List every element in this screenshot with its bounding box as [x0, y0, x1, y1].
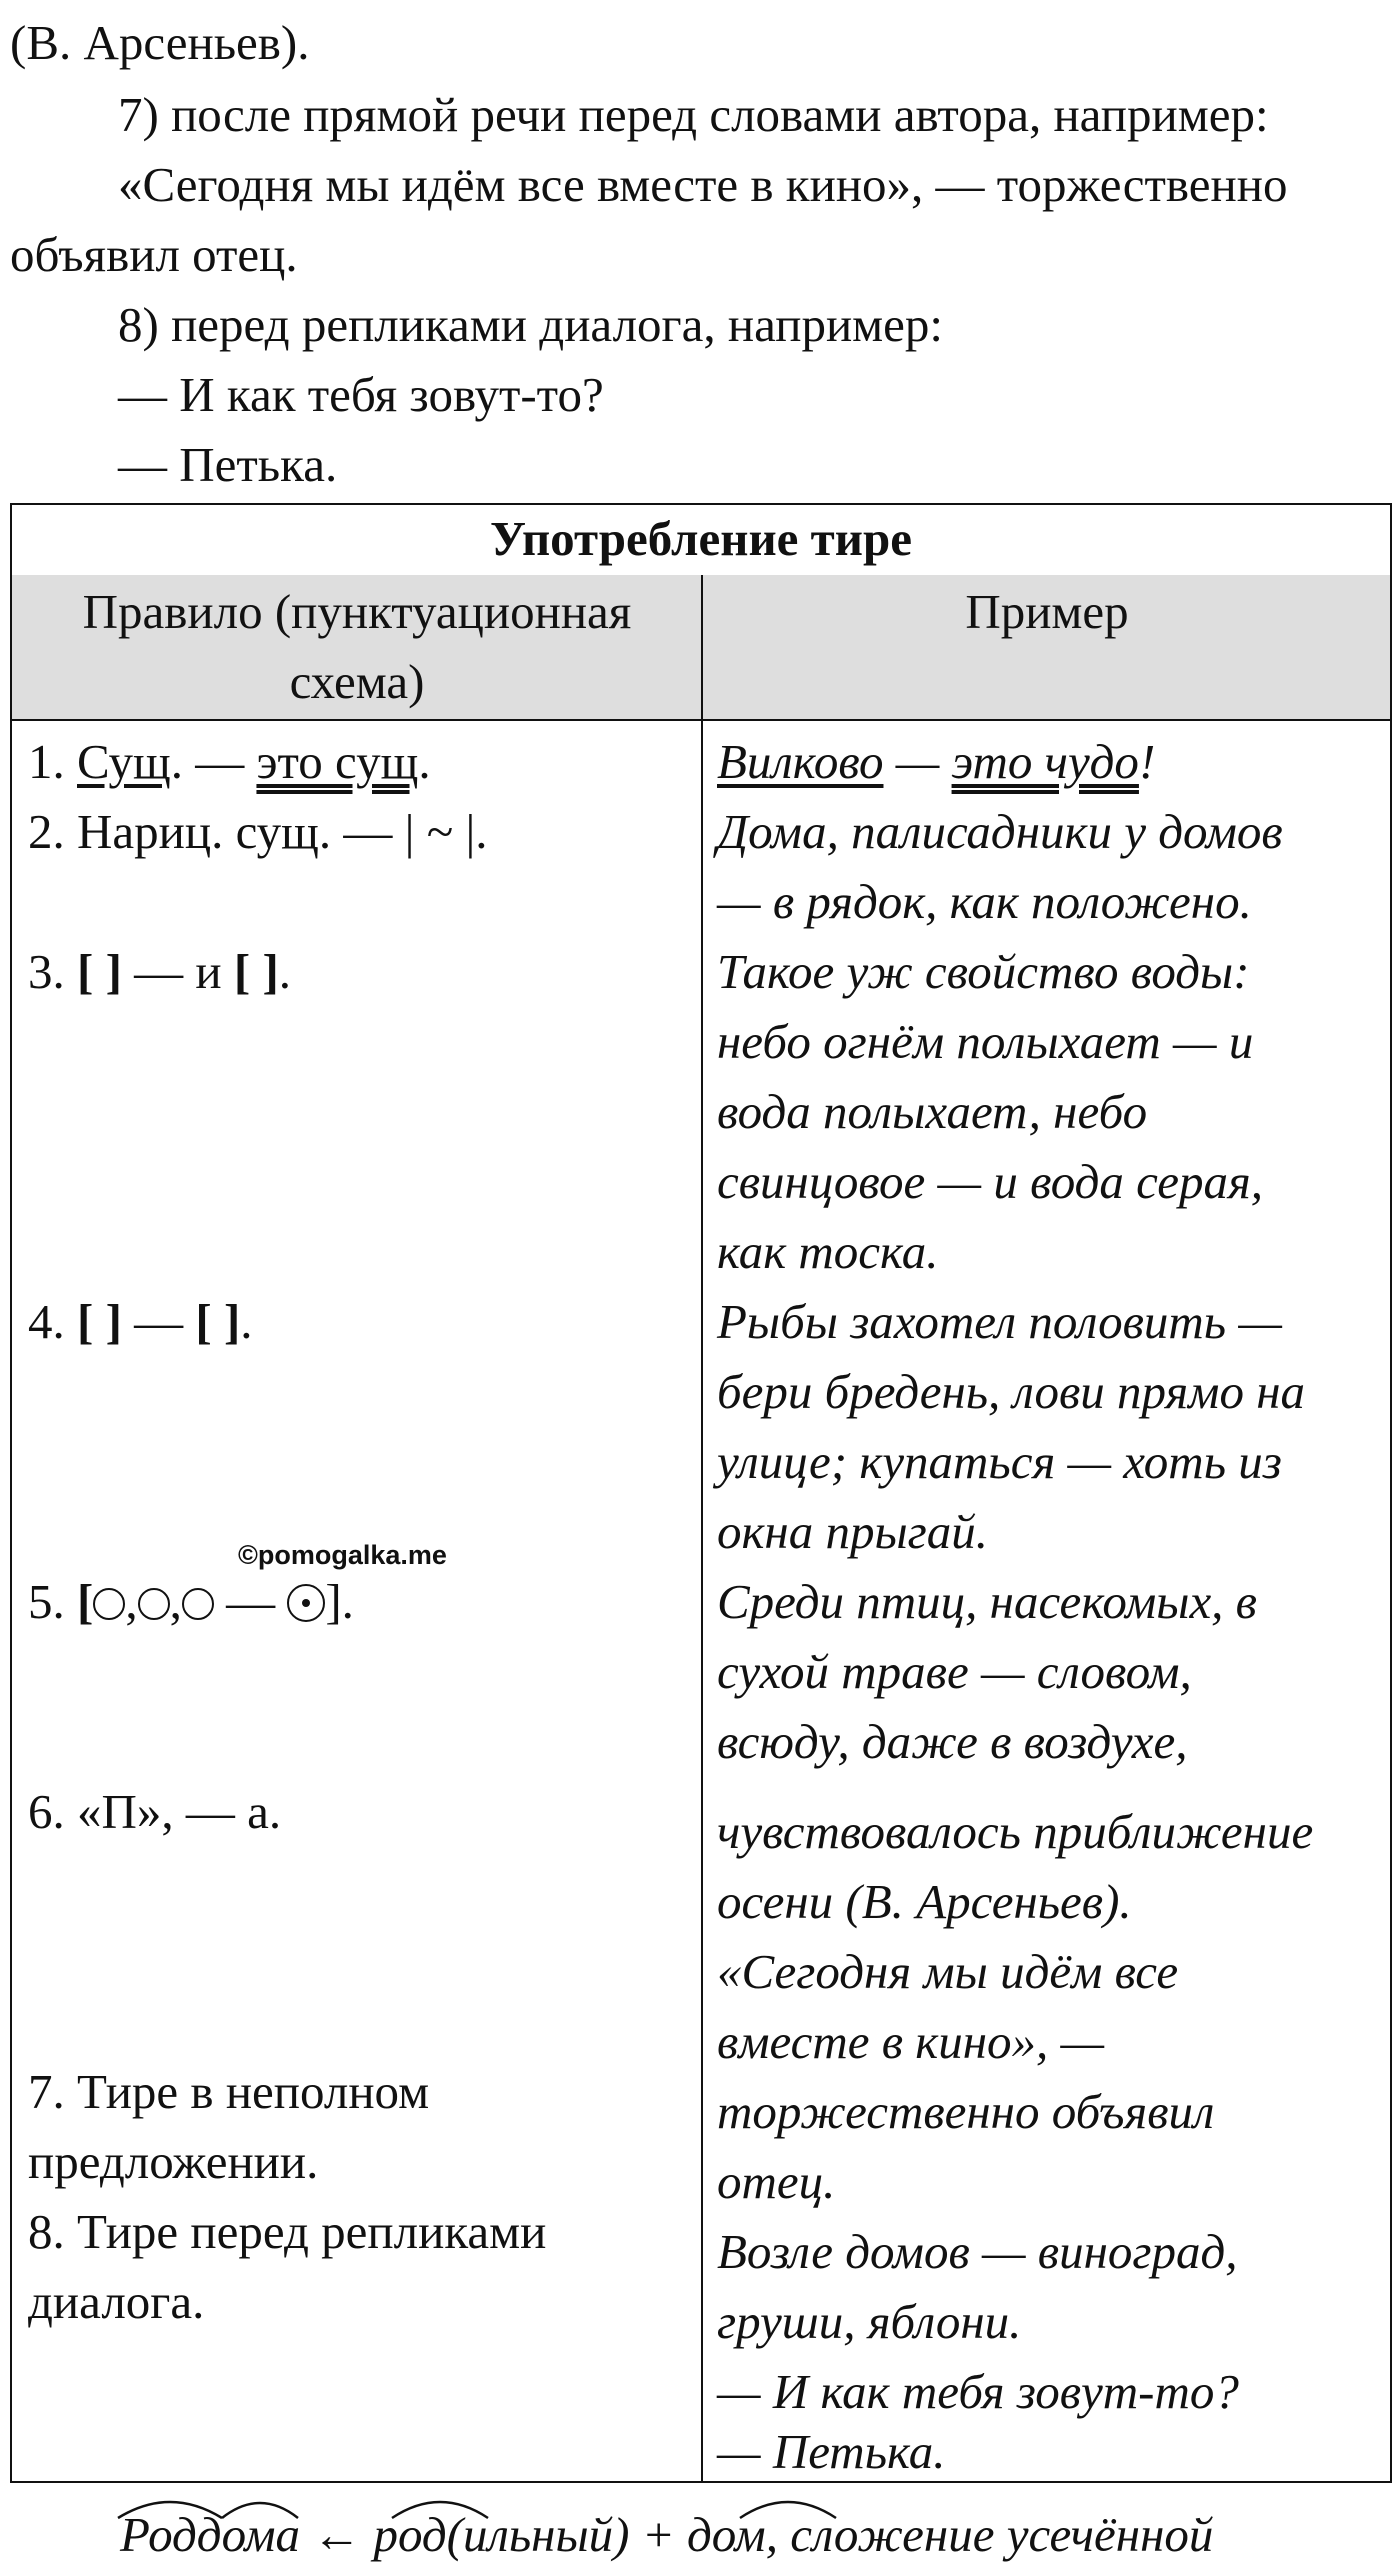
example-text: ! — [1138, 734, 1156, 789]
example-6-line1: «Сегодня мы идём все — [717, 1944, 1179, 1999]
example-4-line3: улице; купаться — хоть из — [717, 1434, 1282, 1489]
rule-7-line1: 7. Тире в неполном — [28, 2064, 430, 2119]
homogeneous-member-circle-icon — [182, 1588, 214, 1620]
header-example-column: Пример — [965, 584, 1129, 639]
rule-number: 3. — [28, 944, 77, 999]
header-rule-line1: Правило (пунктуационная — [82, 584, 632, 639]
rule-number: 5. — [28, 1574, 77, 1629]
header-rule-column — [12, 575, 702, 721]
example-1 — [717, 727, 1155, 797]
example-3-line2: небо огнём полыхает — и — [717, 1014, 1254, 1069]
intro-line: 7) после прямой речи перед словами автора, например: — [118, 87, 1269, 142]
rule-8-line1: 8. Тире перед репликами — [28, 2204, 547, 2259]
rule-8-line2: диалога. — [28, 2274, 205, 2329]
example-4-line2: бери бредень, лови прямо на — [717, 1364, 1305, 1419]
rule-text: — — [121, 1294, 196, 1349]
predicate-underlined: это чудо — [951, 734, 1139, 789]
rule-text: , — [125, 1574, 138, 1629]
rule-4 — [28, 1287, 253, 1357]
dash-usage-table — [10, 503, 1392, 2483]
rule-text: . — — [170, 734, 257, 789]
example-3-line3: вода полыхает, небо — [717, 1084, 1148, 1139]
example-6-line3: торжественно объявил — [717, 2084, 1215, 2139]
word-dom: дом — [687, 2507, 766, 2562]
example-7-line1: Возле домов — виноград, — [717, 2224, 1238, 2279]
word-roddoma: Роддома — [120, 2507, 300, 2562]
example-5-line1: Среди птиц, насекомых, в — [717, 1574, 1257, 1629]
example-2-line2: — в рядок, как положено. — [717, 874, 1252, 929]
clause-bracket: [ ] — [77, 1294, 122, 1349]
subject-underlined: Вилково — [717, 734, 884, 789]
rule-number: 4. — [28, 1294, 77, 1349]
watermark: ©pomogalka.me — [238, 1540, 447, 1570]
rule-text: — и — [121, 944, 234, 999]
example-6-line2: вместе в кино», — — [717, 2014, 1105, 2069]
rule-text: — — [213, 1574, 288, 1629]
predicate-underlined: это сущ — [256, 734, 419, 789]
column-divider — [701, 575, 703, 2481]
clause-bracket: [ ] — [233, 944, 279, 999]
footer-text: (ильный) + — [446, 2507, 688, 2562]
header-rule-line2: схема) — [289, 654, 425, 709]
example-6-line4: отец. — [717, 2154, 836, 2209]
intro-line: — И как тебя зовут-то? — [118, 367, 604, 422]
example-5-line4: чувствовалось приближение — [717, 1804, 1314, 1859]
example-3-line1: Такое уж свойство воды: — [717, 944, 1250, 999]
example-5-line3: всюду, даже в воздухе, — [717, 1714, 1188, 1769]
example-4-line4: окна прыгай. — [717, 1504, 989, 1559]
clause-bracket: [ ] — [77, 944, 122, 999]
homogeneous-member-circle-icon — [138, 1588, 170, 1620]
table-title: Употребление тире — [12, 505, 1390, 577]
rule-number: 1. — [28, 734, 77, 789]
rule-text: . — [418, 734, 431, 789]
homogeneous-member-circle-icon — [93, 1588, 125, 1620]
example-8-line1: — И как тебя зовут-то? — [717, 2364, 1239, 2419]
rule-7-line2: предложении. — [28, 2134, 319, 2189]
rule-1 — [28, 727, 431, 797]
rule-3 — [28, 937, 291, 1007]
rule-text: . — [278, 944, 292, 999]
rule-6: 6. «П», — а. — [28, 1784, 282, 1839]
example-7-line2: груши, яблони. — [717, 2294, 1022, 2349]
example-8-line2: — Петька. — [717, 2424, 946, 2479]
rule-text: , — [169, 1574, 182, 1629]
example-2-line1: Дома, палисадники у домов — [717, 804, 1283, 859]
intro-line: 8) перед репликами диалога, например: — [118, 297, 944, 352]
bracket-close: ]. — [325, 1574, 354, 1629]
intro-line: — Петька. — [118, 437, 338, 492]
subject-underlined: Сущ — [77, 734, 171, 789]
generalizing-word-circle-icon — [287, 1584, 325, 1622]
example-text: — — [883, 734, 952, 789]
example-3-line5: как тоска. — [717, 1224, 939, 1279]
intro-line: «Сегодня мы идём все вместе в кино», — торжественно — [118, 157, 1288, 212]
example-4-line1: Рыбы захотел половить — — [717, 1294, 1282, 1349]
example-5-line2: сухой траве — словом, — [717, 1644, 1192, 1699]
rule-2: 2. Нариц. сущ. — | ~ |. — [28, 804, 488, 859]
footer-text: , сложение усечённой — [765, 2507, 1214, 2562]
example-5-line5: осени (В. Арсеньев). — [717, 1874, 1132, 1929]
word-rod: род — [373, 2507, 447, 2562]
rule-text: . — [240, 1294, 253, 1349]
example-3-line4: свинцовое — и вода серая, — [717, 1154, 1264, 1209]
rule-5 — [28, 1567, 354, 1637]
intro-line: (В. Арсеньев). — [10, 15, 310, 70]
arrow-text: ← — [300, 2507, 374, 2562]
clause-bracket: [ ] — [195, 1294, 241, 1349]
bracket-open: [ — [77, 1574, 94, 1629]
intro-line: объявил отец. — [10, 227, 298, 282]
footer-line — [120, 2500, 1213, 2570]
